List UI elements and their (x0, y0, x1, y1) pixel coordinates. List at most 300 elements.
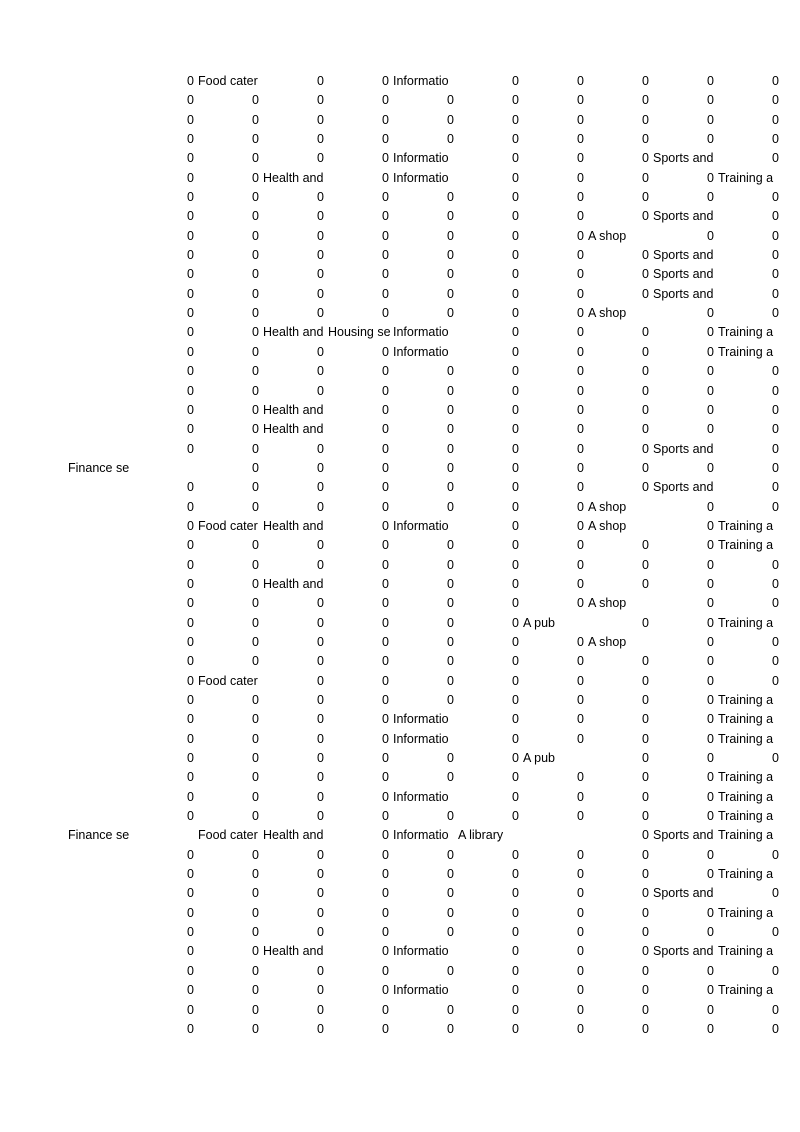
sheet-cell[interactable] (327, 207, 392, 226)
sheet-cell[interactable] (262, 478, 327, 497)
sheet-cell[interactable] (132, 904, 197, 923)
sheet-cell[interactable] (67, 440, 132, 459)
sheet-cell[interactable] (652, 304, 717, 323)
sheet-cell[interactable] (587, 788, 652, 807)
sheet-cell[interactable] (717, 1020, 782, 1039)
sheet-cell[interactable] (327, 498, 392, 517)
sheet-cell[interactable] (522, 923, 587, 942)
sheet-cell[interactable] (262, 420, 327, 439)
sheet-cell[interactable] (457, 730, 522, 749)
sheet-cell[interactable] (457, 962, 522, 981)
sheet-cell[interactable] (392, 169, 457, 188)
sheet-cell[interactable] (392, 207, 457, 226)
sheet-cell[interactable] (132, 420, 197, 439)
sheet-cell[interactable] (67, 323, 132, 342)
sheet-cell[interactable] (587, 923, 652, 942)
sheet-cell[interactable] (262, 923, 327, 942)
sheet-cell[interactable] (652, 517, 717, 536)
sheet-cell[interactable] (457, 498, 522, 517)
sheet-cell[interactable] (587, 227, 652, 246)
sheet-cell[interactable] (67, 962, 132, 981)
sheet-cell[interactable] (587, 420, 652, 439)
sheet-cell[interactable] (392, 614, 457, 633)
sheet-cell[interactable] (262, 633, 327, 652)
sheet-cell[interactable] (197, 962, 262, 981)
sheet-cell[interactable] (587, 498, 652, 517)
sheet-cell[interactable] (262, 826, 327, 845)
sheet-cell[interactable] (67, 130, 132, 149)
sheet-cell[interactable] (67, 884, 132, 903)
sheet-cell[interactable] (457, 556, 522, 575)
sheet-cell[interactable] (132, 285, 197, 304)
sheet-cell[interactable] (522, 594, 587, 613)
sheet-cell[interactable] (457, 923, 522, 942)
sheet-cell[interactable] (392, 91, 457, 110)
sheet-cell[interactable] (132, 207, 197, 226)
sheet-cell[interactable] (652, 904, 717, 923)
sheet-cell[interactable] (587, 111, 652, 130)
sheet-cell[interactable] (717, 91, 782, 110)
sheet-cell[interactable] (717, 672, 782, 691)
sheet-cell[interactable] (67, 246, 132, 265)
sheet-cell[interactable] (67, 749, 132, 768)
sheet-cell[interactable] (392, 459, 457, 478)
sheet-cell[interactable] (652, 401, 717, 420)
sheet-cell[interactable] (652, 942, 717, 961)
sheet-cell[interactable] (457, 749, 522, 768)
sheet-cell[interactable] (67, 730, 132, 749)
sheet-cell[interactable] (392, 362, 457, 381)
sheet-cell[interactable] (262, 169, 327, 188)
sheet-cell[interactable] (67, 691, 132, 710)
sheet-cell[interactable] (327, 691, 392, 710)
sheet-cell[interactable] (652, 672, 717, 691)
sheet-cell[interactable] (457, 981, 522, 1000)
sheet-cell[interactable] (522, 478, 587, 497)
sheet-cell[interactable] (197, 362, 262, 381)
sheet-cell[interactable] (457, 633, 522, 652)
sheet-cell[interactable] (327, 962, 392, 981)
sheet-cell[interactable] (457, 420, 522, 439)
sheet-cell[interactable] (197, 1020, 262, 1039)
sheet-cell[interactable] (327, 556, 392, 575)
sheet-cell[interactable] (262, 188, 327, 207)
sheet-cell[interactable] (262, 440, 327, 459)
sheet-cell[interactable] (522, 401, 587, 420)
sheet-cell[interactable] (327, 575, 392, 594)
sheet-cell[interactable] (522, 459, 587, 478)
sheet-cell[interactable] (522, 826, 587, 845)
sheet-cell[interactable] (327, 942, 392, 961)
sheet-cell[interactable] (132, 440, 197, 459)
sheet-cell[interactable] (132, 884, 197, 903)
sheet-cell[interactable] (132, 459, 197, 478)
sheet-cell[interactable] (457, 594, 522, 613)
sheet-cell[interactable] (717, 691, 782, 710)
sheet-cell[interactable] (327, 323, 392, 342)
sheet-cell[interactable] (197, 169, 262, 188)
sheet-cell[interactable] (327, 614, 392, 633)
sheet-cell[interactable] (522, 169, 587, 188)
sheet-cell[interactable] (262, 865, 327, 884)
sheet-cell[interactable] (132, 1001, 197, 1020)
sheet-cell[interactable] (132, 478, 197, 497)
sheet-cell[interactable] (457, 691, 522, 710)
sheet-cell[interactable] (327, 149, 392, 168)
sheet-cell[interactable] (587, 343, 652, 362)
sheet-cell[interactable] (327, 710, 392, 729)
sheet-cell[interactable] (67, 478, 132, 497)
sheet-cell[interactable] (392, 517, 457, 536)
sheet-cell[interactable] (132, 401, 197, 420)
sheet-cell[interactable] (522, 111, 587, 130)
sheet-cell[interactable] (132, 111, 197, 130)
sheet-cell[interactable] (197, 865, 262, 884)
sheet-cell[interactable] (522, 149, 587, 168)
sheet-cell[interactable] (392, 710, 457, 729)
sheet-cell[interactable] (392, 672, 457, 691)
sheet-cell[interactable] (717, 749, 782, 768)
sheet-cell[interactable] (197, 672, 262, 691)
sheet-cell[interactable] (197, 285, 262, 304)
sheet-cell[interactable] (327, 768, 392, 787)
sheet-cell[interactable] (262, 594, 327, 613)
sheet-cell[interactable] (652, 1001, 717, 1020)
sheet-cell[interactable] (522, 749, 587, 768)
sheet-cell[interactable] (132, 382, 197, 401)
sheet-cell[interactable] (132, 188, 197, 207)
sheet-cell[interactable] (717, 343, 782, 362)
sheet-cell[interactable] (327, 111, 392, 130)
sheet-cell[interactable] (262, 246, 327, 265)
sheet-cell[interactable] (717, 826, 782, 845)
sheet-cell[interactable] (457, 478, 522, 497)
sheet-cell[interactable] (132, 807, 197, 826)
sheet-cell[interactable] (457, 149, 522, 168)
sheet-cell[interactable] (392, 1020, 457, 1039)
sheet-cell[interactable] (522, 614, 587, 633)
sheet-cell[interactable] (587, 865, 652, 884)
sheet-cell[interactable] (522, 207, 587, 226)
sheet-cell[interactable] (717, 865, 782, 884)
sheet-cell[interactable] (652, 710, 717, 729)
sheet-cell[interactable] (67, 207, 132, 226)
sheet-cell[interactable] (392, 865, 457, 884)
sheet-cell[interactable] (652, 594, 717, 613)
sheet-cell[interactable] (457, 459, 522, 478)
sheet-cell[interactable] (67, 420, 132, 439)
sheet-cell[interactable] (587, 614, 652, 633)
sheet-cell[interactable] (392, 478, 457, 497)
sheet-cell[interactable] (587, 807, 652, 826)
sheet-cell[interactable] (652, 420, 717, 439)
sheet-cell[interactable] (652, 575, 717, 594)
sheet-cell[interactable] (652, 207, 717, 226)
sheet-cell[interactable] (197, 401, 262, 420)
sheet-cell[interactable] (67, 362, 132, 381)
sheet-cell[interactable] (197, 826, 262, 845)
sheet-cell[interactable] (197, 304, 262, 323)
sheet-cell[interactable] (392, 691, 457, 710)
sheet-cell[interactable] (652, 807, 717, 826)
sheet-cell[interactable] (652, 227, 717, 246)
sheet-cell[interactable] (132, 962, 197, 981)
sheet-cell[interactable] (587, 440, 652, 459)
sheet-cell[interactable] (587, 304, 652, 323)
sheet-cell[interactable] (717, 401, 782, 420)
sheet-cell[interactable] (67, 149, 132, 168)
sheet-cell[interactable] (197, 188, 262, 207)
sheet-cell[interactable] (262, 343, 327, 362)
sheet-cell[interactable] (132, 169, 197, 188)
sheet-cell[interactable] (522, 981, 587, 1000)
sheet-cell[interactable] (587, 517, 652, 536)
sheet-cell[interactable] (327, 227, 392, 246)
sheet-cell[interactable] (587, 536, 652, 555)
sheet-cell[interactable] (197, 130, 262, 149)
sheet-cell[interactable] (132, 343, 197, 362)
sheet-cell[interactable] (652, 91, 717, 110)
sheet-cell[interactable] (457, 285, 522, 304)
sheet-cell[interactable] (132, 227, 197, 246)
sheet-cell[interactable] (457, 575, 522, 594)
sheet-cell[interactable] (132, 865, 197, 884)
sheet-cell[interactable] (67, 652, 132, 671)
sheet-cell[interactable] (327, 633, 392, 652)
sheet-cell[interactable] (717, 382, 782, 401)
sheet-cell[interactable] (457, 188, 522, 207)
sheet-cell[interactable] (522, 323, 587, 342)
sheet-cell[interactable] (522, 556, 587, 575)
sheet-cell[interactable] (262, 652, 327, 671)
sheet-cell[interactable] (197, 517, 262, 536)
sheet-cell[interactable] (197, 207, 262, 226)
sheet-cell[interactable] (717, 323, 782, 342)
sheet-cell[interactable] (392, 285, 457, 304)
sheet-cell[interactable] (522, 942, 587, 961)
sheet-cell[interactable] (262, 614, 327, 633)
sheet-cell[interactable] (522, 304, 587, 323)
sheet-cell[interactable] (132, 652, 197, 671)
sheet-cell[interactable] (652, 285, 717, 304)
sheet-cell[interactable] (197, 111, 262, 130)
sheet-cell[interactable] (392, 72, 457, 91)
sheet-cell[interactable] (522, 962, 587, 981)
sheet-cell[interactable] (652, 633, 717, 652)
sheet-cell[interactable] (587, 401, 652, 420)
sheet-cell[interactable] (522, 768, 587, 787)
sheet-cell[interactable] (587, 904, 652, 923)
sheet-cell[interactable] (457, 246, 522, 265)
sheet-cell[interactable] (327, 884, 392, 903)
sheet-cell[interactable] (197, 652, 262, 671)
sheet-cell[interactable] (652, 614, 717, 633)
sheet-cell[interactable] (197, 420, 262, 439)
sheet-cell[interactable] (392, 981, 457, 1000)
sheet-cell[interactable] (652, 498, 717, 517)
sheet-cell[interactable] (197, 923, 262, 942)
sheet-cell[interactable] (457, 207, 522, 226)
sheet-cell[interactable] (717, 807, 782, 826)
sheet-cell[interactable] (587, 1001, 652, 1020)
sheet-cell[interactable] (197, 246, 262, 265)
sheet-cell[interactable] (262, 517, 327, 536)
sheet-cell[interactable] (522, 788, 587, 807)
sheet-cell[interactable] (262, 498, 327, 517)
sheet-cell[interactable] (327, 788, 392, 807)
sheet-cell[interactable] (327, 1020, 392, 1039)
sheet-cell[interactable] (132, 149, 197, 168)
sheet-cell[interactable] (522, 807, 587, 826)
sheet-cell[interactable] (197, 498, 262, 517)
sheet-cell[interactable] (652, 72, 717, 91)
sheet-cell[interactable] (392, 904, 457, 923)
sheet-cell[interactable] (587, 169, 652, 188)
sheet-cell[interactable] (132, 710, 197, 729)
sheet-cell[interactable] (522, 72, 587, 91)
sheet-cell[interactable] (197, 981, 262, 1000)
sheet-cell[interactable] (392, 227, 457, 246)
sheet-cell[interactable] (652, 884, 717, 903)
sheet-cell[interactable] (652, 440, 717, 459)
sheet-cell[interactable] (652, 149, 717, 168)
sheet-cell[interactable] (67, 788, 132, 807)
sheet-cell[interactable] (67, 556, 132, 575)
sheet-cell[interactable] (587, 981, 652, 1000)
sheet-cell[interactable] (262, 536, 327, 555)
sheet-cell[interactable] (197, 343, 262, 362)
sheet-cell[interactable] (457, 846, 522, 865)
sheet-cell[interactable] (522, 498, 587, 517)
sheet-cell[interactable] (132, 91, 197, 110)
sheet-cell[interactable] (197, 72, 262, 91)
sheet-cell[interactable] (67, 981, 132, 1000)
sheet-cell[interactable] (392, 149, 457, 168)
sheet-cell[interactable] (587, 691, 652, 710)
sheet-cell[interactable] (652, 459, 717, 478)
sheet-cell[interactable] (67, 807, 132, 826)
sheet-cell[interactable] (587, 826, 652, 845)
sheet-cell[interactable] (67, 401, 132, 420)
sheet-cell[interactable] (262, 1020, 327, 1039)
sheet-cell[interactable] (132, 536, 197, 555)
sheet-cell[interactable] (262, 556, 327, 575)
sheet-cell[interactable] (132, 517, 197, 536)
sheet-cell[interactable] (652, 111, 717, 130)
sheet-cell[interactable] (587, 556, 652, 575)
sheet-cell[interactable] (652, 188, 717, 207)
sheet-cell[interactable] (327, 91, 392, 110)
sheet-cell[interactable] (717, 149, 782, 168)
sheet-cell[interactable] (392, 382, 457, 401)
sheet-cell[interactable] (197, 149, 262, 168)
sheet-cell[interactable] (652, 962, 717, 981)
sheet-cell[interactable] (717, 556, 782, 575)
sheet-cell[interactable] (67, 594, 132, 613)
sheet-cell[interactable] (522, 91, 587, 110)
sheet-cell[interactable] (717, 420, 782, 439)
sheet-cell[interactable] (652, 169, 717, 188)
sheet-cell[interactable] (327, 382, 392, 401)
sheet-cell[interactable] (457, 536, 522, 555)
sheet-cell[interactable] (652, 691, 717, 710)
sheet-cell[interactable] (197, 382, 262, 401)
sheet-cell[interactable] (392, 788, 457, 807)
sheet-cell[interactable] (587, 246, 652, 265)
sheet-cell[interactable] (67, 768, 132, 787)
sheet-cell[interactable] (652, 923, 717, 942)
sheet-cell[interactable] (197, 942, 262, 961)
sheet-cell[interactable] (522, 382, 587, 401)
sheet-cell[interactable] (197, 536, 262, 555)
sheet-cell[interactable] (717, 304, 782, 323)
sheet-cell[interactable] (327, 517, 392, 536)
sheet-cell[interactable] (327, 865, 392, 884)
sheet-cell[interactable] (327, 420, 392, 439)
sheet-cell[interactable] (717, 498, 782, 517)
sheet-cell[interactable] (652, 478, 717, 497)
sheet-cell[interactable] (717, 1001, 782, 1020)
sheet-cell[interactable] (327, 362, 392, 381)
sheet-cell[interactable] (262, 788, 327, 807)
sheet-cell[interactable] (67, 304, 132, 323)
sheet-cell[interactable] (197, 846, 262, 865)
sheet-cell[interactable] (67, 498, 132, 517)
sheet-cell[interactable] (197, 323, 262, 342)
sheet-cell[interactable] (327, 826, 392, 845)
sheet-cell[interactable] (262, 672, 327, 691)
sheet-cell[interactable] (327, 188, 392, 207)
sheet-cell[interactable] (652, 382, 717, 401)
sheet-cell[interactable] (457, 826, 522, 845)
sheet-cell[interactable] (522, 575, 587, 594)
sheet-cell[interactable] (262, 710, 327, 729)
sheet-cell[interactable] (262, 227, 327, 246)
sheet-cell[interactable] (587, 207, 652, 226)
sheet-cell[interactable] (587, 962, 652, 981)
sheet-cell[interactable] (457, 807, 522, 826)
sheet-cell[interactable] (652, 768, 717, 787)
sheet-cell[interactable] (262, 884, 327, 903)
sheet-cell[interactable] (652, 556, 717, 575)
sheet-cell[interactable] (262, 807, 327, 826)
sheet-cell[interactable] (327, 440, 392, 459)
sheet-cell[interactable] (522, 672, 587, 691)
sheet-cell[interactable] (522, 846, 587, 865)
sheet-cell[interactable] (262, 749, 327, 768)
sheet-cell[interactable] (132, 633, 197, 652)
sheet-cell[interactable] (327, 478, 392, 497)
sheet-cell[interactable] (197, 594, 262, 613)
sheet-cell[interactable] (197, 768, 262, 787)
sheet-cell[interactable] (392, 401, 457, 420)
sheet-cell[interactable] (717, 594, 782, 613)
sheet-cell[interactable] (587, 323, 652, 342)
sheet-cell[interactable] (652, 323, 717, 342)
sheet-cell[interactable] (717, 459, 782, 478)
sheet-cell[interactable] (327, 285, 392, 304)
sheet-cell[interactable] (717, 265, 782, 284)
sheet-cell[interactable] (197, 478, 262, 497)
sheet-cell[interactable] (132, 749, 197, 768)
sheet-cell[interactable] (522, 652, 587, 671)
sheet-cell[interactable] (587, 72, 652, 91)
sheet-cell[interactable] (522, 1020, 587, 1039)
sheet-cell[interactable] (327, 1001, 392, 1020)
sheet-cell[interactable] (717, 362, 782, 381)
sheet-cell[interactable] (132, 768, 197, 787)
sheet-cell[interactable] (392, 536, 457, 555)
